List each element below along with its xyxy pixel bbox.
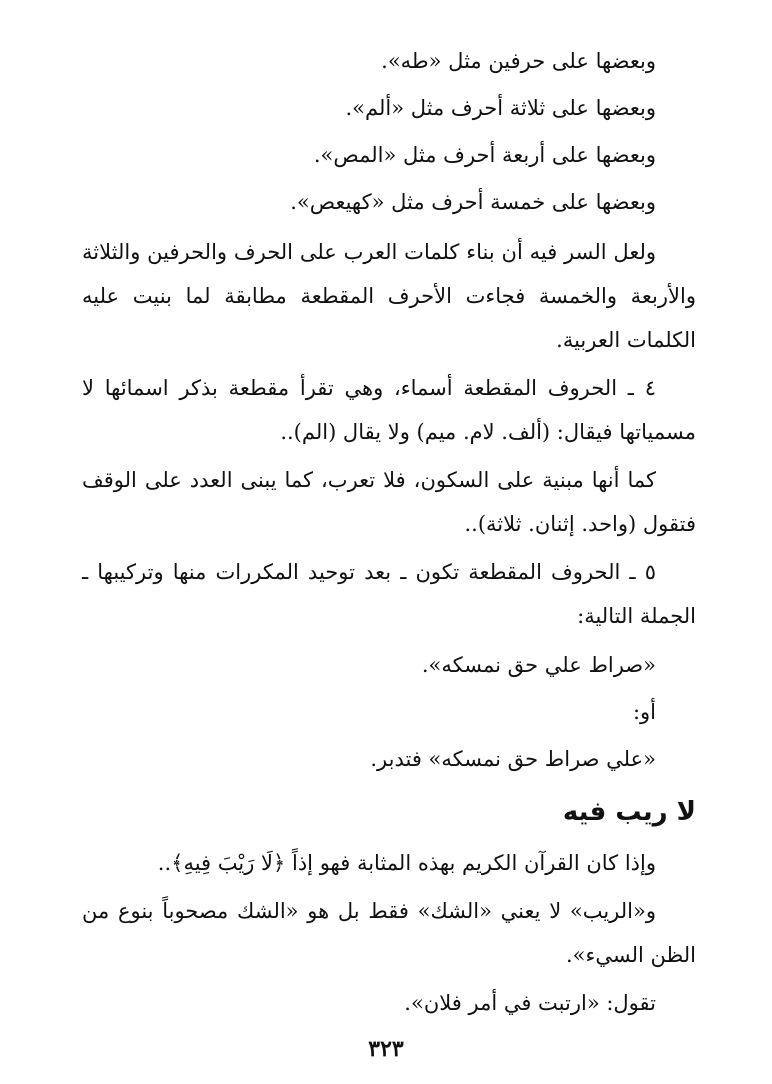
phrase-two: «علي صراط حق نمسكه» فتدبر. [370,747,656,771]
paragraph-text: ولعل السر فيه أن بناء كلمات العرب على الحرف والحرفين والثلاثة والأربعة والخمسة فجاءت الأحرف المقطعة مطابقة لما بنيت عليه الكلمات العربية. [82,240,696,352]
paragraph-example [82,981,696,1025]
paragraph-text: تقول: «ارتبت في أمر فلان». [404,991,656,1015]
paragraph-text: ٤ ـ الحروف المقطعة أسماء، وهي تقرأ مقطعة بذكر اسمائها لا مسمياتها فيقال: (ألف. لام. ميم) ولا يقال (الم).. [82,376,696,444]
section-heading: لا ريب فيه [562,797,696,827]
or-label: أو: [632,700,656,724]
paragraph-sukun [82,458,696,546]
paragraph-rayb [82,889,696,977]
paragraph-quran [82,841,696,885]
paragraph-text: ٥ ـ الحروف المقطعة تكون ـ بعد توحيد المكررات منها وتركيبها ـ الجملة التالية: [82,560,696,628]
paragraph-point-4 [82,366,696,454]
text-line-four-letters: وبعضها على أربعة أحرف مثل «المص». [313,143,656,167]
paragraph-text: كما أنها مبنية على السكون، فلا تعرب، كما يبنى العدد على الوقف فتقول (واحد. إثنان. ثلاثة).. [82,468,696,536]
phrase-one: «صراط علي حق نمسكه». [421,653,656,677]
text-line-five-letters: وبعضها على خمسة أحرف مثل «كهيعص». [290,190,656,214]
page-number: ٣٢٣ [368,1036,404,1062]
text-line-two-letters: وبعضها على حرفين مثل «طه». [381,49,656,73]
text-line-three-letters: وبعضها على ثلاثة أحرف مثل «ألم». [345,96,656,120]
paragraph-text: وإذا كان القرآن الكريم بهذه المثابة فهو إذاً ﴿لَا رَيْبَ فِيهِ﴾.. [157,851,656,875]
paragraph-text: و«الريب» لا يعني «الشك» فقط بل هو «الشك مصحوباً بنوع من الظن السيء». [82,899,696,967]
paragraph-secret [82,230,696,362]
paragraph-point-5 [82,550,696,638]
